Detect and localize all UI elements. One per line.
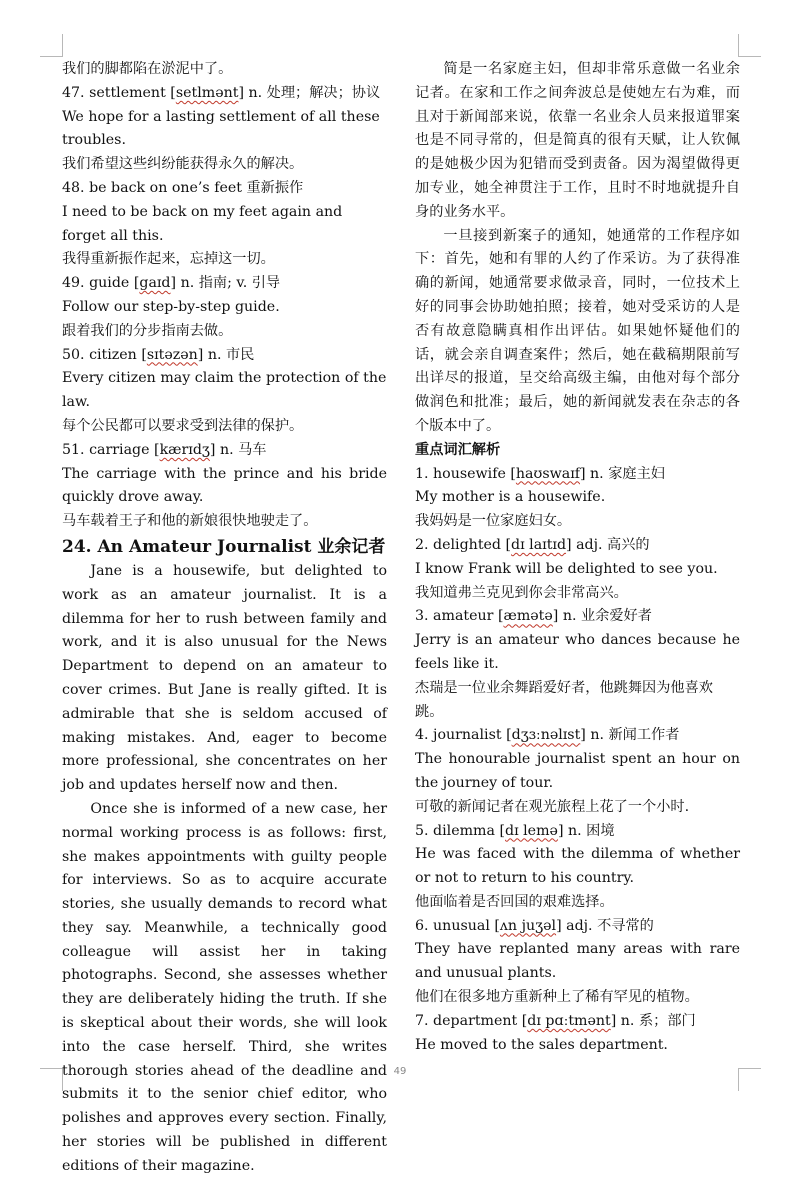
left-column: [62, 58, 387, 1179]
vocab-entry-back-on-feet: 48. be back on one’s feet 重新振作: [62, 179, 304, 196]
example-cn: 可敬的新闻记者在观光旅程上花了一个小时.: [415, 798, 690, 815]
vocab-heading: 重点词汇解析: [415, 441, 501, 458]
right-column: [415, 58, 740, 1057]
example-cn: 我知道弗兰克见到你会非常高兴。: [415, 584, 628, 601]
phonetic: dɪ lemə: [505, 822, 558, 839]
example-en: He was faced with the dilemma of whether or not to return to his country.: [415, 846, 740, 887]
example-en: They have replanted many areas with rare and unusual plants.: [415, 941, 740, 982]
example-cn: 我们希望这些纠纷能获得永久的解决。: [62, 156, 304, 173]
phonetic: sɪtəzən: [146, 346, 198, 363]
translation-paragraph-1: 简是一名家庭主妇，但却非常乐意做一名业余记者。在家和工作之间奔波总是使她左右为难，而且对于新闻部来说，依靠一名业余人员来报道罪案也是不同寻常的，但是简真的很有天赋，让人钦佩的是她极少因为犯错而受到责备。因为渴望做得更加专业，她全神贯注于工作，且时不时地就提升自身的业务水平。: [415, 61, 740, 220]
vocab-entry-unusual: 6. unusual [ʌn juʒəl] adj. 不寻常的: [415, 917, 654, 934]
example-cn: 我得重新振作起来，忘掉这一切。: [62, 251, 275, 268]
vocab-entry-guide: 49. guide [gaɪd] n. 指南; v. 引导: [62, 275, 281, 292]
example-en: We hope for a lasting settlement of all these troubles.: [62, 108, 380, 149]
example-en: Follow our step-by-step guide.: [62, 298, 280, 315]
vocab-entry-amateur: 3. amateur [æmətə] n. 业余爱好者: [415, 608, 652, 625]
example-cn: 杰瑞是一位业余舞蹈爱好者，他跳舞因为他喜欢跳。: [415, 679, 713, 720]
example-en: The carriage with the prince and his bride quickly drove away.: [62, 465, 387, 506]
example-en: My mother is a housewife.: [415, 489, 606, 506]
phonetic: kærɪdʒ: [159, 441, 210, 458]
example-en: He moved to the sales department.: [415, 1036, 668, 1053]
vocab-entry-citizen: 50. citizen [sɪtəzən] n. 市民: [62, 346, 255, 363]
phonetic: ʌn juʒəl: [499, 917, 557, 934]
vocab-entry-housewife: 1. housewife [haʊswaɪf] n. 家庭主妇: [415, 465, 665, 482]
section-title: 24. An Amateur Journalist 业余记者: [62, 536, 386, 557]
phonetic: dʒɜːnəlɪst: [511, 727, 581, 744]
example-cn: 他面临着是否回国的艰难选择。: [415, 893, 614, 910]
page-number: 49: [393, 1066, 407, 1077]
vocab-entry-department: 7. department [dɪ pɑːtmənt] n. 系；部门: [415, 1012, 696, 1029]
translation-paragraph-2: 一旦接到新案子的通知，她通常的工作程序如下：首先，她和有罪的人约了作采访。为了获得准确的新闻，她通常要求做录音，同时，一位技术上好的同事会协助她拍照；接着，她对受采访的人是否有故意隐瞒真相作出评估。如果她怀疑他们的话，就会亲自调查案件；然后，她在截稿期限前写出详尽的报道，呈交给高级主编，由他对每个部分做润色和批准；最后，她的新闻就发表在杂志的各个版本中了。: [415, 227, 740, 434]
crop-mark-top-right: [738, 34, 761, 57]
phonetic: gaɪd: [139, 275, 171, 292]
example-en: I know Frank will be delighted to see you.: [415, 560, 718, 577]
example-cn: 跟着我们的分步指南去做。: [62, 322, 233, 339]
vocab-entry-dilemma: 5. dilemma [dɪ lemə] n. 困境: [415, 822, 615, 839]
vocab-entry-settlement: 47. settlement [setlmənt] n. 处理；解决；协议: [62, 84, 381, 101]
crop-mark-top-left: [40, 34, 63, 57]
example-en: Every citizen may claim the protection of the law.: [62, 370, 387, 411]
phonetic: æmətə: [503, 608, 553, 625]
example-en: Jerry is an amateur who dances because he feels like it.: [415, 632, 740, 672]
phonetic: setlmənt: [175, 84, 239, 101]
phonetic: haʊswaɪf: [515, 465, 580, 482]
article-paragraph-1: Jane is a housewife, but delighted to work as an amateur journalist. It is a dilemma for her to rush between family and work, and it is also unusual for the News Department to depend on an amateur to cover crimes. But Jane is really gifted. It is admirable that she is seldom accused of making mistakes. And, eager to become more professional, she concentrates on her job and updates herself now and then.: [62, 562, 387, 794]
vocab-entry-carriage: 51. carriage [kærɪdʒ] n. 马车: [62, 441, 267, 458]
vocab-entry-journalist: 4. journalist [dʒɜːnəlɪst] n. 新闻工作者: [415, 727, 680, 744]
cn-line: 我们的脚都陷在淤泥中了。: [62, 61, 233, 77]
example-en: The honourable journalist spent an hour on the journey of tour.: [415, 751, 740, 791]
example-en: I need to be back on my feet again and forget all this.: [62, 203, 343, 244]
example-cn: 他们在很多地方重新种上了稀有罕见的植物。: [415, 989, 699, 1006]
phonetic: dɪ pɑːtmənt: [527, 1012, 611, 1029]
phonetic: dɪ laɪtɪd: [511, 536, 567, 553]
vocab-entry-delighted: 2. delighted [dɪ laɪtɪd] adj. 高兴的: [415, 536, 650, 553]
example-cn: 我妈妈是一位家庭妇女。: [415, 513, 572, 530]
example-cn: 马车载着王子和他的新娘很快地驶走了。: [62, 513, 318, 530]
article-paragraph-2: Once she is informed of a new case, her normal working process is as follows: first, she makes appointments with guilty people for interviews. So as to acquire accurate stories, she usually demands to record what they say. Meanwhile, a technically good colleague will assist her in taking photographs. Second, she assesses whether they are deliberately hiding the truth. If she is skeptical about their words, she will look into the case herself. Third, she writes thorough stories ahead of the deadline and submits it to the senior chief editor, who polishes and approves every section. Finally, her stories will be published in different editions of their magazine.: [62, 800, 387, 1174]
example-cn: 每个公民都可以要求受到法律的保护。: [62, 417, 304, 434]
